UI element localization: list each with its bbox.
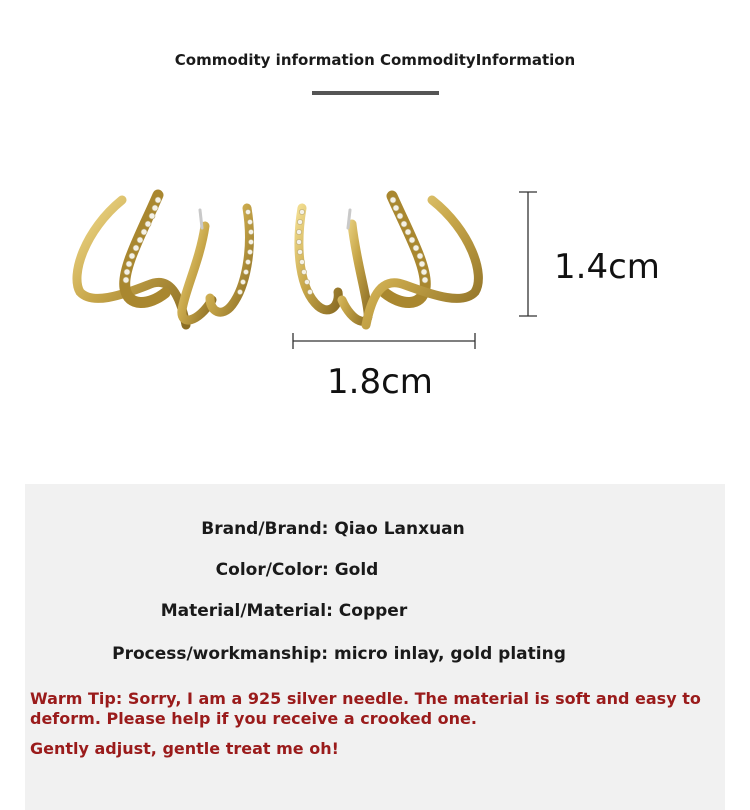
height-dimension-line: [519, 192, 537, 316]
spec-panel: [25, 484, 725, 810]
spec-color: Color/Color: Gold: [215, 560, 379, 580]
height-label: 1.4cm: [554, 247, 660, 287]
spec-brand: Brand/Brand: Qiao Lanxuan: [201, 519, 465, 539]
width-dimension-line: [293, 333, 475, 349]
warm-tip: Warm Tip: Sorry, I am a 925 silver needle. The material is soft and easy to deform. Please help if you receive a crooked one.: [30, 689, 701, 728]
left-earring: [77, 195, 249, 325]
width-label: 1.8cm: [327, 362, 433, 402]
section-title: Commodity information CommodityInformation: [174, 51, 576, 69]
right-earring: [299, 196, 478, 325]
spec-material: Material/Material: Copper: [160, 601, 408, 621]
spec-process: Process/workmanship: micro inlay, gold plating: [112, 644, 566, 664]
adjust-tip: Gently adjust, gentle treat me oh!: [30, 739, 339, 758]
